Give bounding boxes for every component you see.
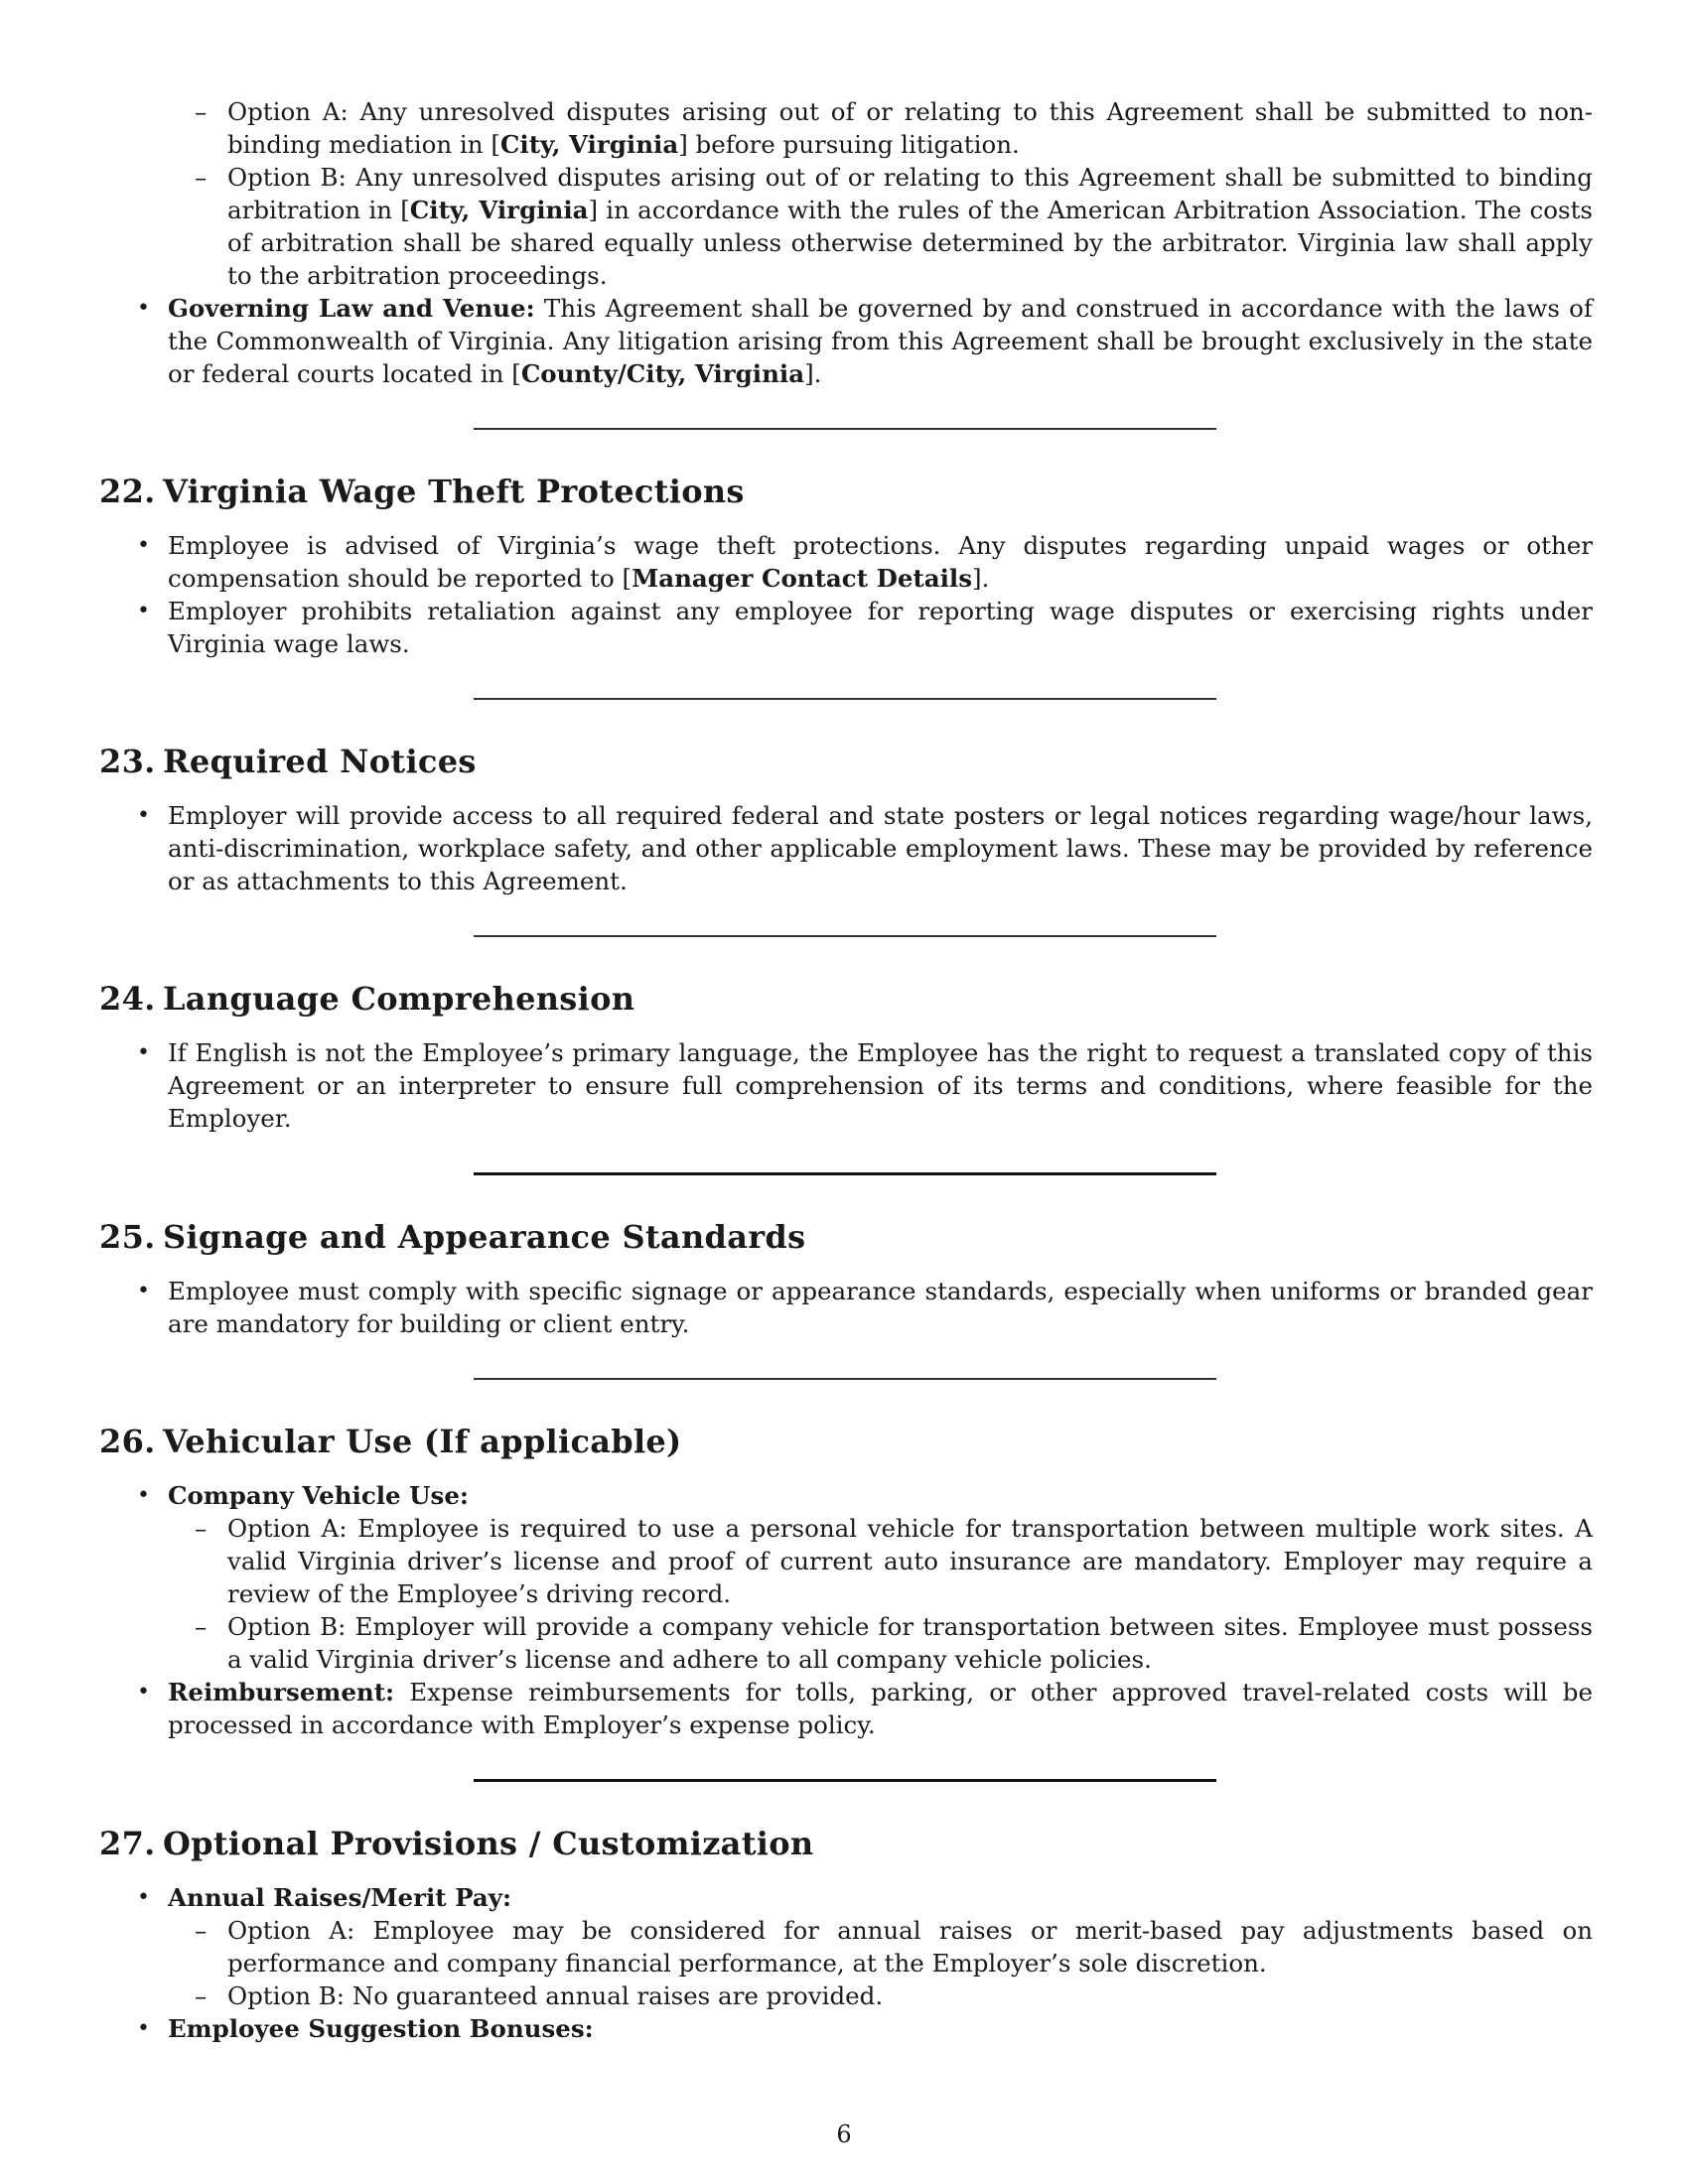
bullet-marker: •: [137, 1279, 150, 1303]
list-item: • Employer prohibits retaliation against any employee for reporting wage disputes or exercising rights under Virginia wage laws.: [137, 597, 1593, 658]
section-heading-22: 22. Virginia Wage Theft Protections: [99, 473, 745, 510]
section-heading-26: 26. Vehicular Use (If applicable): [99, 1423, 682, 1460]
bullet-marker: •: [137, 533, 150, 558]
list-item: [99, 1881, 1593, 1914]
item-label: Annual Raises/Merit Pay:: [168, 1883, 512, 1912]
bullet-marker: •: [137, 296, 150, 321]
placeholder-field: County/City, Virginia: [520, 359, 805, 388]
bullet-marker: •: [137, 1680, 150, 1705]
section-divider: [474, 1378, 1216, 1380]
list-item: • Employer will provide access to all required federal and state posters or legal notices regarding wage/hour laws, anti-discrimination, workplace safety, and other applicable employment laws. These may be provided by reference or as attachments to this Agreement.: [137, 801, 1593, 895]
dash-marker: –: [195, 1514, 208, 1543]
section-divider: [474, 935, 1216, 937]
list-item: – Option A: Employee is required to use a personal vehicle for transportation between multiple work sites. A valid Virginia driver’s license and proof of current auto insurance are mandatory. Employer may require a review of the Employee’s driving record.: [195, 1514, 1593, 1608]
list-item: – Option A: Employee may be considered for annual raises or merit-based pay adjustments based on performance and company financial performance, at the Employer’s sole discretion.: [195, 1916, 1593, 1978]
section-heading-25: 25. Signage and Appearance Standards: [99, 1218, 806, 1256]
document-page: [99, 95, 1593, 2045]
dash-marker: –: [195, 163, 208, 192]
section-heading-27: 27. Optional Provisions / Customization: [99, 1825, 814, 1862]
placeholder-field: City, Virginia: [409, 196, 589, 224]
section-divider: [474, 428, 1216, 430]
list-item: [99, 1479, 1593, 1512]
list-item: – Option B: Employer will provide a company vehicle for transportation between sites. Employee must possess a valid Virginia driver’s license and adhere to all company vehicle policies.: [195, 1612, 1593, 1674]
dash-marker: –: [195, 1981, 208, 2010]
section-divider: [474, 1172, 1216, 1175]
bullet-marker: •: [137, 599, 150, 623]
item-label: Employee Suggestion Bonuses:: [168, 2014, 594, 2043]
list-item: • Reimbursement: Expense reimbursements for tolls, parking, or other approved travel-related costs will be processed in accordance with Employer’s expense policy.: [137, 1678, 1593, 1739]
bullet-marker: •: [137, 2016, 150, 2041]
list-item: – Option B: No guaranteed annual raises are provided.: [195, 1981, 884, 2010]
dash-marker: –: [195, 1916, 208, 1945]
list-item: – Option A: Any unresolved disputes arising out of or relating to this Agreement shall be submitted to non-binding mediation in [City, Virginia] before pursuing litigation.: [195, 97, 1593, 159]
dash-marker: –: [195, 97, 208, 126]
section-heading-24: 24. Language Comprehension: [99, 980, 635, 1018]
item-label: Governing Law and Venue:: [168, 294, 535, 323]
bullet-marker: •: [137, 1040, 150, 1065]
list-item: • Governing Law and Venue: This Agreement shall be governed by and construed in accordance with the laws of the Commonwealth of Virginia. Any litigation arising from this Agreement shall be brought exclusively in the state or federal courts located in [County/City, Virginia].: [137, 294, 1593, 388]
section-divider: [474, 698, 1216, 700]
bullet-marker: •: [137, 1885, 150, 1910]
section-heading-23: 23. Required Notices: [99, 743, 477, 780]
list-item: • Employee must comply with specific signage or appearance standards, especially when uniforms or branded gear are mandatory for building or client entry.: [137, 1277, 1593, 1338]
section-divider: [474, 1779, 1216, 1782]
list-item: • If English is not the Employee’s primary language, the Employee has the right to request a translated copy of this Agreement or an interpreter to ensure full comprehension of its terms and conditions, where feasible for the Employer.: [137, 1038, 1593, 1133]
item-label: Company Vehicle Use:: [168, 1481, 469, 1510]
item-label: Reimbursement:: [168, 1678, 395, 1706]
bullet-marker: •: [137, 803, 150, 828]
list-item: • Employee is advised of Virginia’s wage theft protections. Any disputes regarding unpaid wages or other compensation should be reported to [Manager Contact Details].: [137, 531, 1593, 593]
page-number: 6: [836, 2120, 852, 2148]
dispute-options-list: [99, 95, 1593, 292]
list-item: [99, 2012, 1593, 2045]
list-item: – Option B: Any unresolved disputes arising out of or relating to this Agreement shall be submitted to binding arbitration in [City, Virginia] in accordance with the rules of the American Arbitration Association. The costs of arbitration shall be shared equally unless otherwise determined by the arbitrator. Virginia law shall apply to the arbitration proceedings.: [195, 163, 1593, 290]
placeholder-field: City, Virginia: [499, 130, 679, 159]
dash-marker: –: [195, 1612, 208, 1641]
placeholder-field: Manager Contact Details: [632, 564, 973, 593]
bullet-marker: •: [137, 1483, 150, 1508]
